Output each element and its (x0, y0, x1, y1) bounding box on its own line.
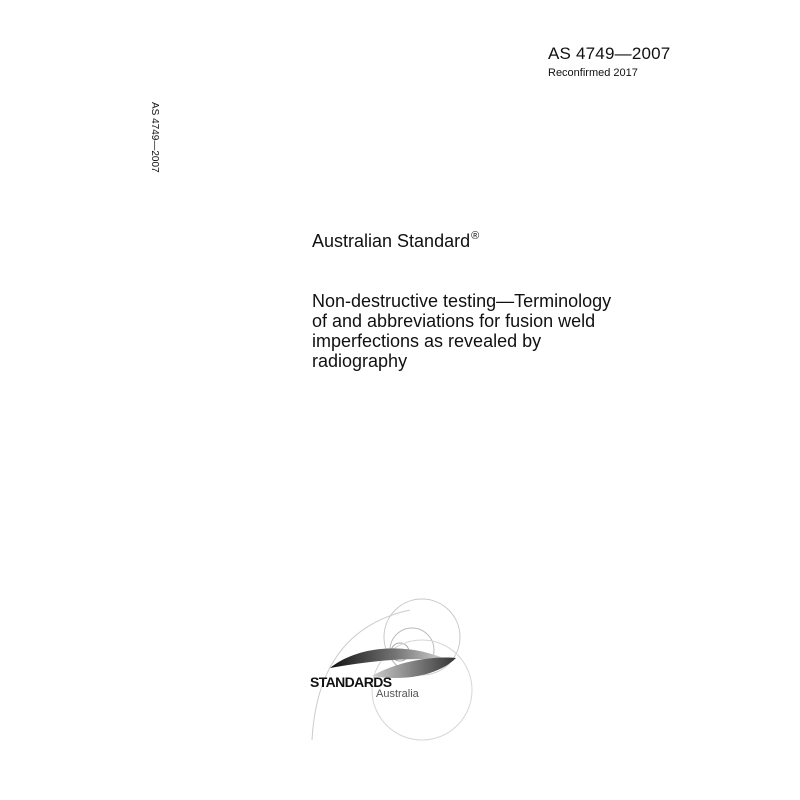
title-line: of and abbreviations for fusion weld (312, 311, 596, 331)
standards-australia-logo (300, 590, 480, 760)
document-title (312, 291, 652, 371)
series-name: Australian Standard (312, 231, 471, 251)
standard-number: AS 4749—2007 (548, 44, 671, 63)
registered-mark: ® (471, 230, 480, 242)
series-heading (312, 230, 479, 252)
spine-label: AS 4749—2007 (149, 102, 160, 173)
title-line: Non-destructive testing—Terminology (312, 291, 612, 311)
reconfirmed-note: Reconfirmed 2017 (548, 67, 638, 79)
title-line: imperfections as revealed by (312, 331, 542, 351)
logo-wordmark: STANDARDS (310, 674, 392, 690)
title-line: radiography (312, 351, 408, 371)
logo-subline: Australia (376, 688, 419, 700)
